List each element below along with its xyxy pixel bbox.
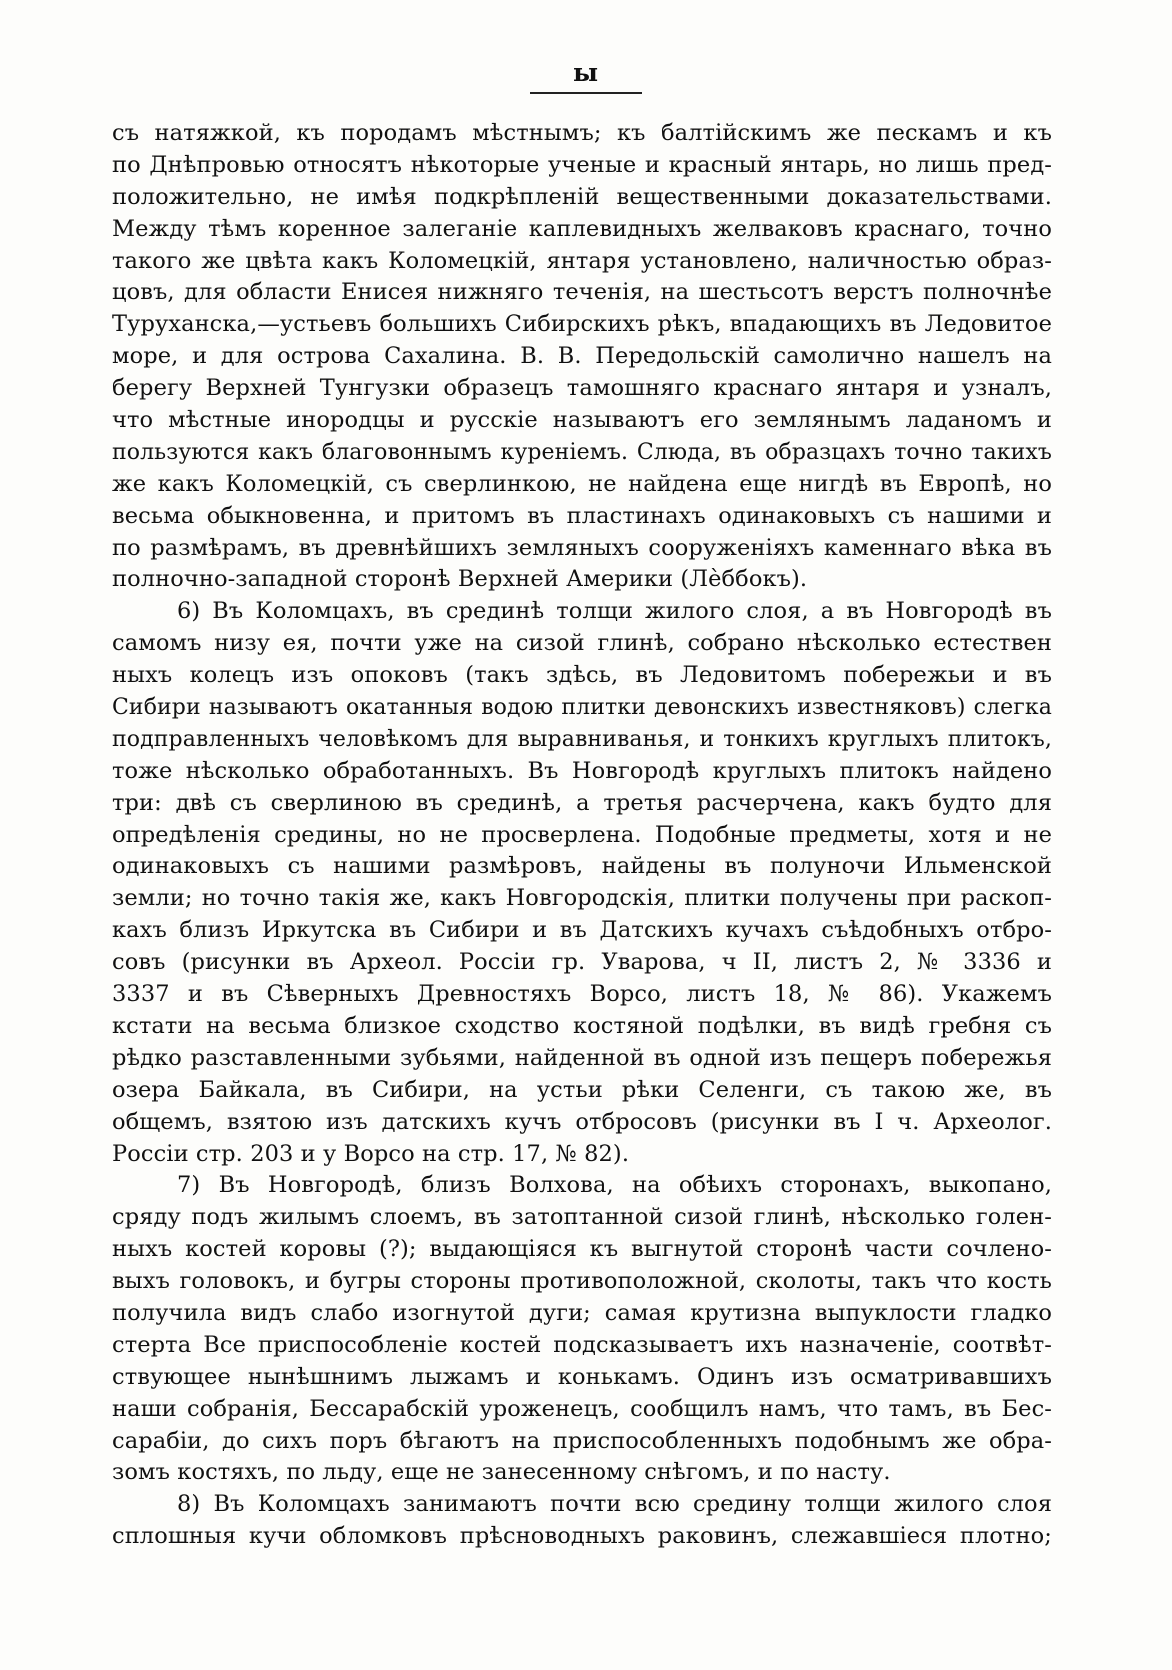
text-line: весьма обыкновенна, и притомъ въ пластинахъ одинаковыхъ съ нашими и	[112, 502, 1052, 529]
text-line: ствующее нынѣшнимъ лыжамъ и конькамъ. Одинъ изъ осматривавшихъ	[112, 1363, 1052, 1390]
text-line: 7) Въ Новгородѣ, близъ Волхова, на обѣихъ сторонахъ, выкопано,	[177, 1172, 1052, 1199]
text-line: выхъ головокъ, и бугры стороны противоположной, сколоты, такъ что кость	[112, 1268, 1052, 1295]
text-line: самомъ низу ея, почти уже на сизой глинѣ, собрано нѣсколько естествен	[112, 630, 1052, 657]
text-line: пользуются какъ благовоннымъ куреніемъ. Слюда, въ образцахъ точно такихъ	[112, 439, 1052, 465]
text-line: кахъ близъ Иркутска въ Сибири и въ Датскихъ кучахъ съѣдобныхъ отбро-	[112, 917, 1052, 944]
text-line: 3337 и въ Сѣверныхъ Древностяхъ Ворсо, листъ 18, № 86). Укажемъ	[112, 981, 1052, 1008]
header-rule	[530, 92, 642, 94]
text-line: Россіи стр. 203 и у Ворсо на стр. 17, № 82).	[112, 1140, 630, 1167]
text-line: Сибири называютъ окатанныя водою плитки девонскихъ известняковъ) слегка	[112, 695, 1052, 721]
body-text	[112, 118, 1052, 1553]
text-line: 8) Въ Коломцахъ занимаютъ почти всю средину толщи жилого слоя	[177, 1491, 1052, 1518]
text-line: стерта Все приспособленіе костей подсказываетъ ихъ назначеніе, соотвѣт-	[112, 1331, 1052, 1358]
text-line: совъ (рисунки въ Археол. Россіи гр. Уварова, ч II, листъ 2, № 3336 и	[112, 949, 1052, 976]
text-line: Туруханска,—устьевъ большихъ Сибирскихъ рѣкъ, впадающихъ въ Ледовитое	[112, 311, 1052, 338]
text-line: берегу Верхней Тунгузки образецъ тамошняго краснаго янтаря и узналъ,	[112, 375, 1052, 402]
page-number: ы	[572, 58, 600, 87]
text-line: земли; но точно такія же, какъ Новгородскія, плитки получены при раскоп-	[112, 885, 1052, 912]
text-line: же какъ Коломецкій, съ сверлинкою, не найдена еще нигдѣ въ Европѣ, но	[112, 470, 1052, 497]
text-line: по Днѣпровью относятъ нѣкоторые ученые и красный янтарь, но лишь пред-	[112, 151, 1052, 178]
text-line: рѣдко разставленными зубьями, найденной въ одной изъ пещеръ побережья	[112, 1044, 1052, 1071]
text-line: три: двѣ съ сверлиною въ срединѣ, а третья расчерчена, какъ будто для	[112, 789, 1052, 816]
text-line: сряду подъ жилымъ слоемъ, въ затоптанной сизой глинѣ, нѣсколько голен-	[112, 1204, 1052, 1231]
text-line: полночно-западной сторонѣ Верхней Америки (Лѐббокъ).	[112, 566, 808, 593]
text-line: наши собранія, Бессарабскій уроженецъ, сообщилъ намъ, что тамъ, въ Бес-	[112, 1395, 1052, 1422]
text-line: ныхъ колецъ изъ опоковъ (такъ здѣсь, въ Ледовитомъ побережьи и въ	[112, 662, 1052, 689]
text-line: тоже нѣсколько обработанныхъ. Въ Новгородѣ круглыхъ плитокъ найдено	[112, 757, 1052, 784]
text-line: ныхъ костей коровы (?); выдающіяся къ выгнутой сторонѣ части сочлено-	[112, 1236, 1052, 1263]
text-line: Между тѣмъ коренное залеганіе каплевидныхъ желваковъ краснаго, точно	[112, 215, 1052, 242]
text-line: море, и для острова Сахалина. В. В. Передольскій самолично нашелъ на	[112, 343, 1052, 370]
text-line: сарабіи, до сихъ поръ бѣгаютъ на приспособленныхъ подобнымъ же обра-	[112, 1427, 1052, 1454]
text-line: сплошныя кучи обломковъ прѣсноводныхъ раковинъ, слежавшіеся плотно;	[112, 1523, 1052, 1550]
text-line: такого же цвѣта какъ Коломецкій, янтаря установлено, наличностью образ-	[112, 247, 1052, 274]
text-line: кстати на весьма близкое сходство костяной подѣлки, въ видѣ гребня съ	[112, 1012, 1052, 1039]
text-line: 6) Въ Коломцахъ, въ срединѣ толщи жилого слоя, а въ Новгородѣ въ	[177, 598, 1052, 625]
text-line: общемъ, взятою изъ датскихъ кучъ отбросовъ (рисунки въ I ч. Археолог.	[112, 1108, 1052, 1135]
text-line: получила видъ слабо изогнутой дуги; самая крутизна выпуклости гладко	[112, 1299, 1052, 1326]
text-line: опредѣленія средины, но не просверлена. Подобные предметы, хотя и не	[112, 821, 1052, 848]
text-line: положительно, не имѣя подкрѣпленій вещественными доказательствами.	[112, 183, 1052, 210]
text-line: подправленныхъ человѣкомъ для выравниванья, и тонкихъ круглыхъ плитокъ,	[112, 726, 1052, 752]
text-line: цовъ, для области Енисея нижняго теченія, на шестьсотъ верстъ полночнѣе	[112, 279, 1052, 306]
text-line: зомъ костяхъ, по льду, еще не занесенному снѣгомъ, и по насту.	[112, 1459, 891, 1486]
text-line: по размѣрамъ, въ древнѣйшихъ земляныхъ сооруженіяхъ каменнаго вѣка въ	[112, 534, 1052, 561]
text-line: что мѣстные инородцы и русскіе называютъ его землянымъ ладаномъ и	[112, 407, 1052, 434]
text-line: одинаковыхъ съ нашими размѣровъ, найдены въ полуночи Ильменской	[112, 853, 1052, 880]
text-line: озера Байкала, въ Сибири, на устьи рѣки Селенги, съ такою же, въ	[112, 1076, 1052, 1103]
text-line: съ натяжкой, къ породамъ мѣстнымъ; къ балтійскимъ же пескамъ и къ	[112, 120, 1052, 146]
